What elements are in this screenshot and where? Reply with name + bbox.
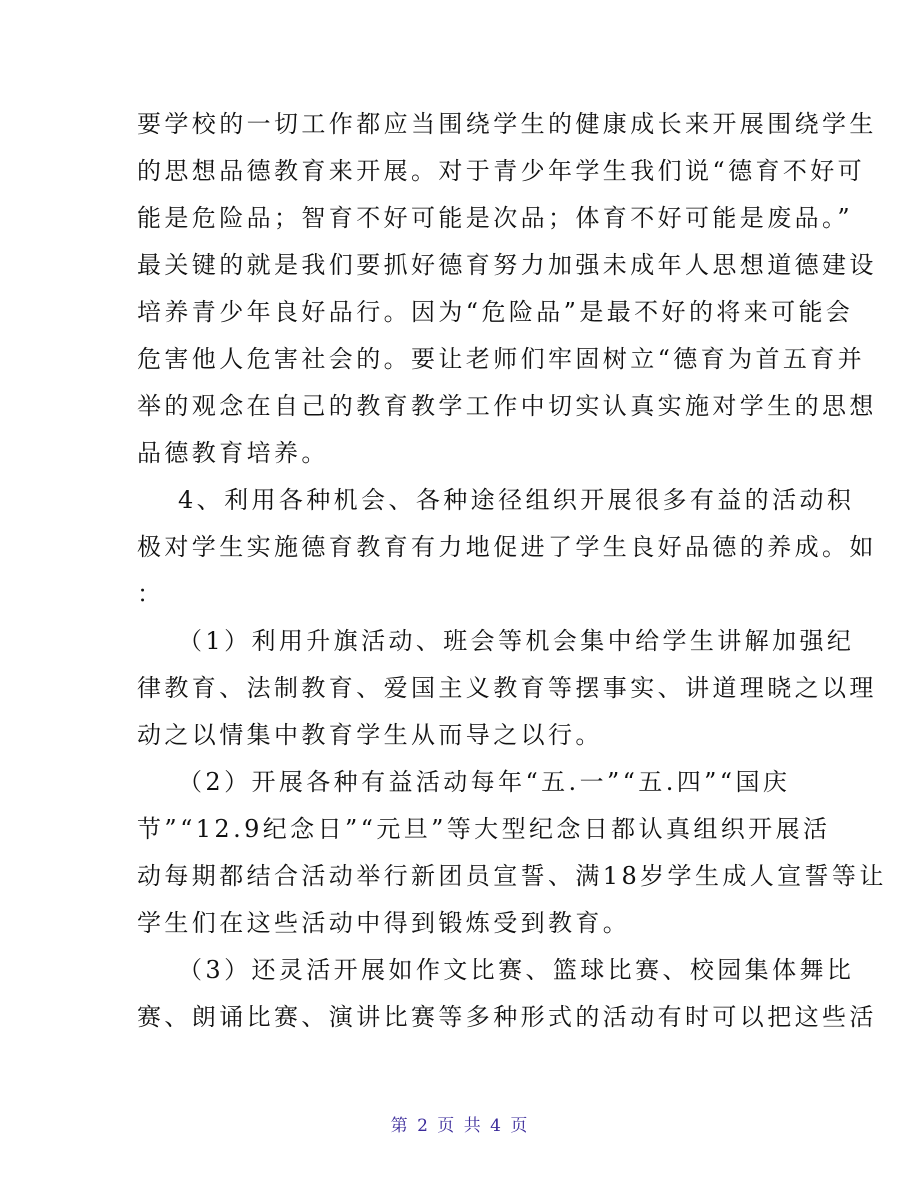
text-line: 赛、朗诵比赛、演讲比赛等多种形式的活动有时可以把这些活 xyxy=(137,1003,877,1031)
text-line: 动每期都结合活动举行新团员宣誓、满18岁学生成人宣誓等让 xyxy=(137,862,887,890)
text-line: 节”“12.9纪念日”“元旦”等大型纪念日都认真组织开展活 xyxy=(137,815,831,843)
text-line: 危害他人危害社会的。要让老师们牢固树立“德育为首五育并 xyxy=(137,345,866,373)
text-line: 学生们在这些活动中得到锻炼受到教育。 xyxy=(137,909,631,937)
text-line: （3）还灵活开展如作文比赛、篮球比赛、校园集体舞比 xyxy=(178,956,855,984)
text-line: 要学校的一切工作都应当围绕学生的健康成长来开展围绕学生 xyxy=(137,110,877,138)
text-line: 4、利用各种机会、各种途径组织开展很多有益的活动积 xyxy=(178,486,855,514)
page-number-footer: 第 2 页 共 4 页 xyxy=(390,1116,530,1136)
text-line: 律教育、法制教育、爱国主义教育等摆事实、讲道理晓之以理 xyxy=(137,674,877,702)
text-line: 举的观念在自己的教育教学工作中切实认真实施对学生的思想 xyxy=(137,392,877,420)
text-line: 能是危险品；智育不好可能是次品；体育不好可能是废品。” xyxy=(137,204,854,232)
text-line: 品德教育培养。 xyxy=(137,439,329,467)
text-line: 动之以情集中教育学生从而导之以行。 xyxy=(137,721,603,749)
text-line: ： xyxy=(137,580,165,608)
text-line: （2）开展各种有益活动每年“五.一”“五.四”“国庆 xyxy=(178,768,791,796)
text-line: 最关键的就是我们要抓好德育努力加强未成年人思想道德建设 xyxy=(137,251,877,279)
text-line: 培养青少年良好品行。因为“危险品”是最不好的将来可能会 xyxy=(137,298,854,326)
text-line: （1）利用升旗活动、班会等机会集中给学生讲解加强纪 xyxy=(178,627,855,655)
text-line: 的思想品德教育来开展。对于青少年学生我们说“德育不好可 xyxy=(137,157,866,185)
text-line: 极对学生实施德育教育有力地促进了学生良好品德的养成。如 xyxy=(137,533,877,561)
